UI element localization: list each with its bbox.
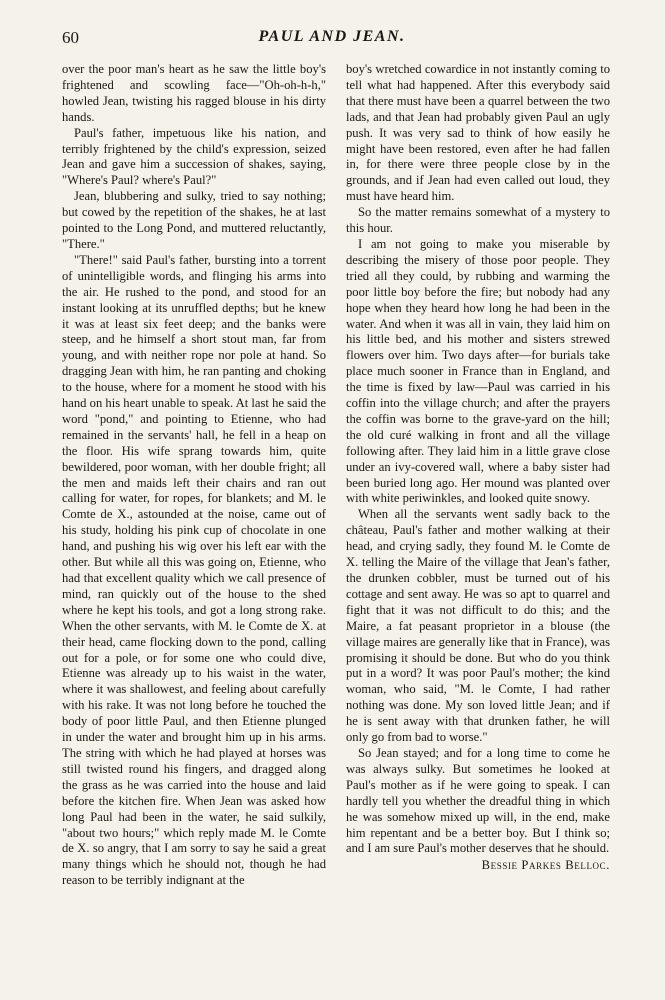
paragraph: Jean, blubbering and sulky, tried to say nothing; but cowed by the repetition of the shakes, he at last pointed to the Long Pond, and muttered reluctantly, "There." bbox=[62, 189, 326, 251]
paragraph: boy's wretched cowardice in not instantly coming to tell what had happened. After this everybody said that there must have been a quarrel between the two lads, and that Jean had probably given Paul an ugly push. It was very sad to think of how easily he might have been restored, even after he had fallen in, for there were three people close by in the grounds, and if Jean had even called out loud, they must have heard him. bbox=[346, 62, 610, 204]
paragraph: So Jean stayed; and for a long time to come he was always sulky. But sometimes he looked at Paul's mother as if he were going to speak. I can hardly tell you whether the dreadful thing in which he was somehow mixed up will, in the end, make him repentant and be a better boy. But I think so; and I am sure Paul's mother deserves that he should. bbox=[346, 745, 610, 856]
author-signature: Bessie Parkes Belloc. bbox=[481, 858, 610, 873]
paragraph: over the poor man's heart as he saw the little boy's frightened and scowling face—"Oh-oh-h-h," howled Jean, twisting his ragged blouse in his dirty hands. bbox=[62, 62, 326, 124]
right-column bbox=[346, 62, 610, 874]
paragraph: Paul's father, impetuous like his nation, and terribly frightened by the child's expression, seized Jean and gave him a succession of shakes, saying, "Where's Paul? where's Paul?" bbox=[62, 125, 326, 188]
left-column bbox=[62, 62, 326, 889]
paragraph: When all the servants went sadly back to the château, Paul's father and mother walking at their head, and crying sadly, they found M. le Comte de X. telling the Maire of the village that Jean's father, the drunken cobbler, must be turned out of his cottage and sent away. He was so apt to quarrel and fight that it was not difficult to do this; and the Maire, a fat peasant proprietor in a blouse (the village maires are generally like that in France), was promising it should be done. But who do you think put in a word? It was poor Paul's mother; the kind woman, who said, "M. le Comte, I had rather nothing was done. My son loved little Jean; and if he is sent away with that drunken father, he will only go from bad to worse." bbox=[346, 507, 611, 745]
page-number: 60 bbox=[62, 28, 79, 47]
running-title: PAUL AND JEAN. bbox=[258, 28, 406, 45]
paragraph: "There!" said Paul's father, bursting into a torrent of unintelligible words, and flinging his arms into the air. He rushed to the pond, and stood for an instant looking at its unruffled depths; but he knew it was at least six feet deep; and the banks were steep, and he himself a short stout man, far from young, and with neither rope nor pole at hand. So dragging Jean with him, he ran panting and choking to the house, where for a moment he stood with his hand on his heart unable to speak. At last he said the word "pond," and pointing to Etienne, who had remained in the servants' hall, he fell in a heap on the floor. His wife sprang towards him, quite bewildered, poor woman, with her double fright; all the men and maids left their chairs and ran out calling for water, for ropes, for blankets; and M. le Comte de X., astounded at the noise, came out of his study, holding his pink cup of chocolate in one hand, and pushing his wig over his left ear with the other. But while all this was going on, Etienne, who had that excellent quality which we call presence of mind, ran quickly out of the house to the shed where he kept his tools, and got a long strong rake. When the other servants, with M. le Comte de X. at their head, came flocking down to the pond, calling out for a pole, or for some one who could dive, Etienne was already up to his waist in the water, where it was shallowest, and feeling about carefully with his rake. It was not long before he touched the body of poor little Paul, and then Etienne plunged in under the water and brought him up in his arms. The string with which he had played at horses was still twisted round his fingers, and dragged along the grass as he was carried into the house and laid before the kitchen fire. When Jean was asked how long Paul had been in the water, he said sulkily, "about two hours;" which reply made M. le Comte de X. so angry, that I am sorry to say he said a great many things which he should not, though he had reason to be terribly indignant at the bbox=[62, 252, 326, 888]
paragraph: I am not going to make you miserable by describing the misery of those poor people. They tried all they could, by rubbing and warming the poor little boy before the fire; but nobody had any hope when they heard how long he had been in the water. And when it was all in vain, they laid him on his little bed, and his mother and sisters strewed flowers over him. Two days after—for burials take place much sooner in France than in England, and the time is fixed by law—Paul was carried in his coffin into the village church; and after the prayers the coffin was borne to the grave-yard on the hill; the old curé walking in front and all the village following after. They laid him in a little grave close under an ivy-covered wall, where a baby sister had been buried long ago. Her mound was planted over with white periwinkles, and looked quite snowy. bbox=[346, 236, 610, 506]
paragraph: So the matter remains somewhat of a mystery to this hour. bbox=[346, 205, 610, 236]
page-header bbox=[62, 28, 602, 52]
